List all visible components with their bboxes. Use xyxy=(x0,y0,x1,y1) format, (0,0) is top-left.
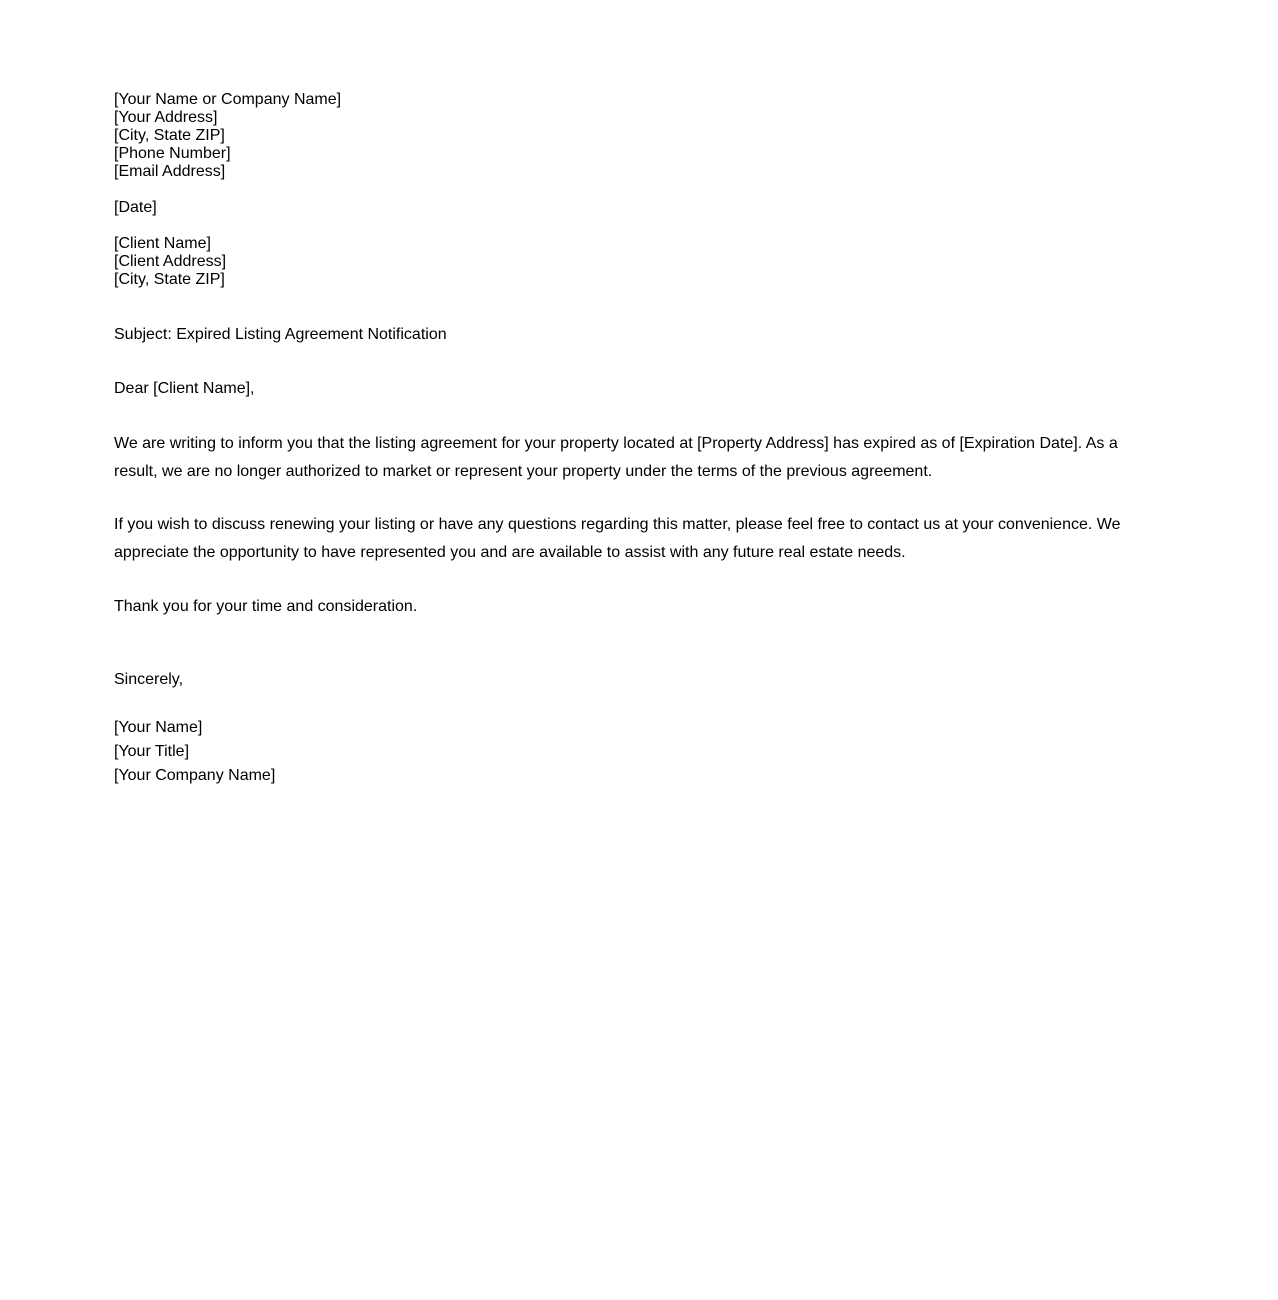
body-paragraph-3: Thank you for your time and consideration. xyxy=(114,598,418,615)
sender-address: [Your Address] xyxy=(114,109,218,126)
sender-block xyxy=(114,91,341,181)
signature-block xyxy=(114,716,275,788)
body-paragraph-1: We are writing to inform you that the listing agreement for your property located at [Property Address] has expired as of [Expiration Date]. As a result, we are no longer authorized to market or represent your property under the terms of the previous agreement. xyxy=(114,435,1118,480)
salutation: Dear [Client Name], xyxy=(114,380,255,397)
body-paragraph-2: If you wish to discuss renewing your listing or have any questions regarding this matter, please feel free to contact us at your convenience. We appreciate the opportunity to have represented you and are available to assist with any future real estate needs. xyxy=(114,516,1121,561)
sender-city-state-zip: [City, State ZIP] xyxy=(114,127,225,144)
letter-date: [Date] xyxy=(114,199,157,216)
recipient-block xyxy=(114,235,226,289)
closing: Sincerely, xyxy=(114,671,184,688)
sender-name: [Your Name or Company Name] xyxy=(114,91,342,108)
sender-email: [Email Address] xyxy=(114,163,226,180)
signature-company: [Your Company Name] xyxy=(114,767,276,784)
subject-line: Subject: Expired Listing Agreement Notification xyxy=(114,326,447,343)
recipient-name: [Client Name] xyxy=(114,235,211,252)
signature-title: [Your Title] xyxy=(114,743,190,760)
recipient-city-state-zip: [City, State ZIP] xyxy=(114,271,225,288)
recipient-address: [Client Address] xyxy=(114,253,227,270)
signature-name: [Your Name] xyxy=(114,719,203,736)
sender-phone: [Phone Number] xyxy=(114,145,231,162)
